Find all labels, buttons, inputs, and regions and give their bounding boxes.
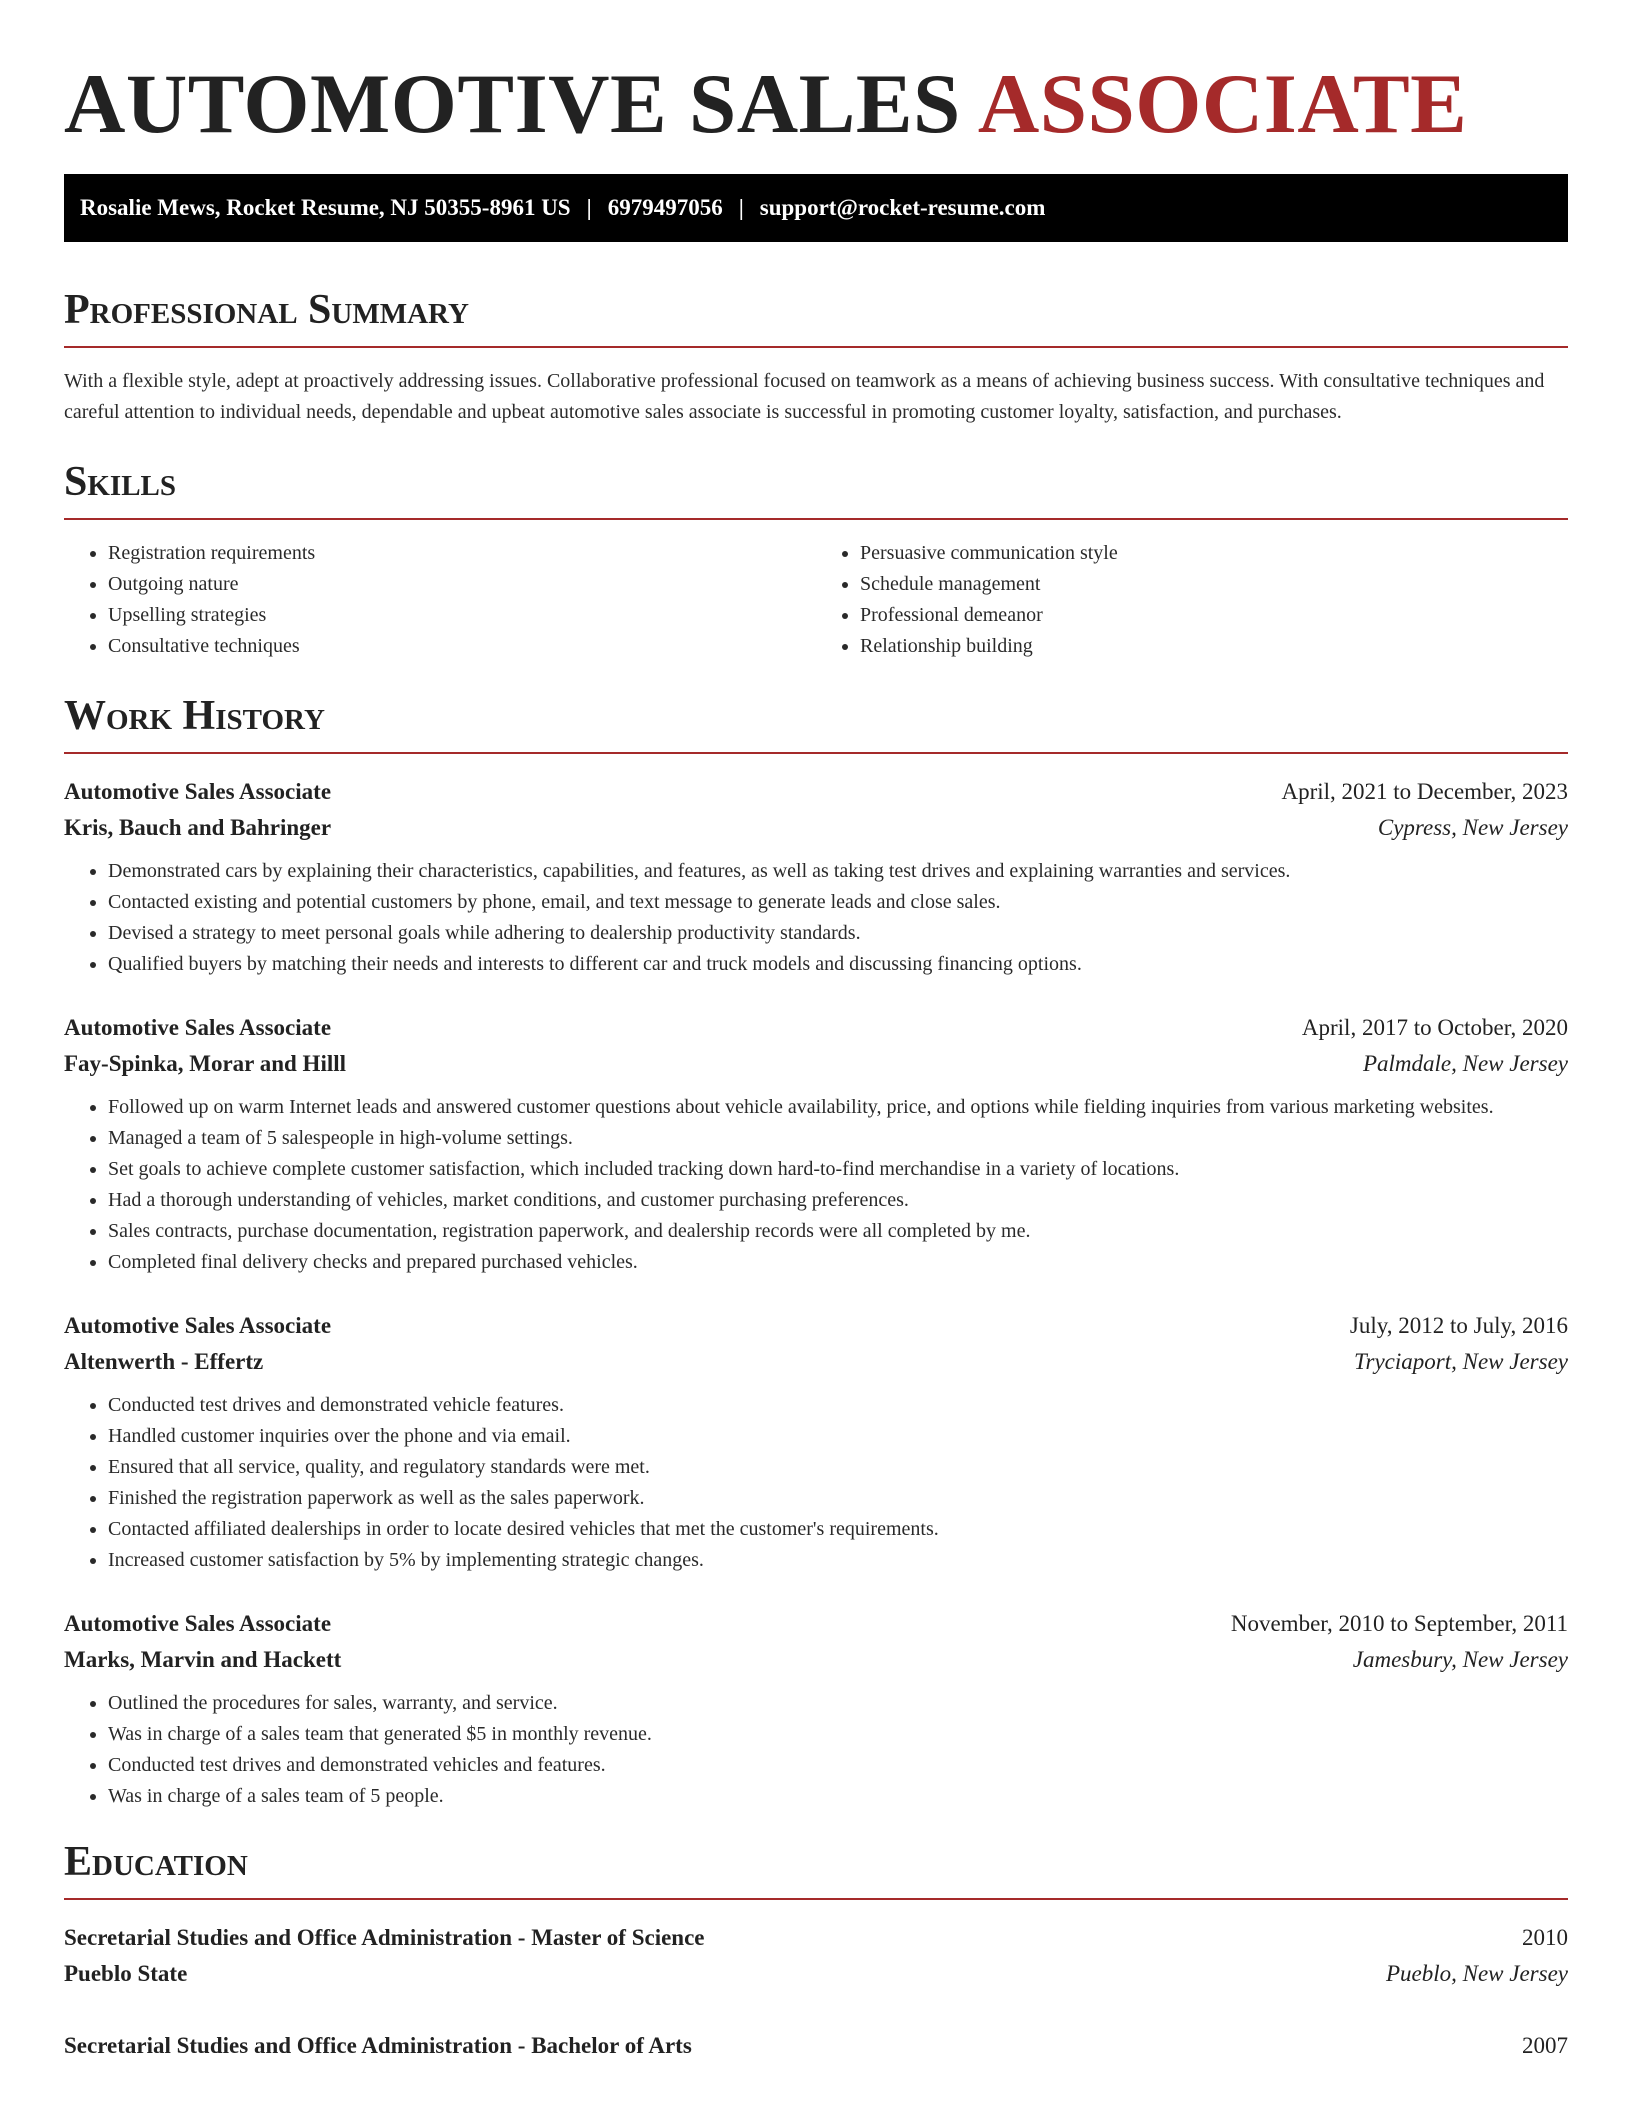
job-bullet: • Set goals to achieve complete customer satisfaction, which included tracking down hard-to-find merchandise in a variety of locations. xyxy=(108,1154,1568,1185)
contact-address: Rosalie Mews, Rocket Resume, NJ 50355-8961 US xyxy=(80,195,571,220)
education-section xyxy=(64,1838,1568,2064)
job-bullet: • Managed a team of 5 salespeople in high-volume settings. xyxy=(108,1123,1568,1154)
job-company-row xyxy=(64,810,1568,846)
job-title-row xyxy=(64,774,1568,810)
job-title-row xyxy=(64,1010,1568,1046)
job-title: Automotive Sales Associate xyxy=(64,779,332,804)
contact-separator: | xyxy=(586,195,592,220)
title-main: AUTOMOTIVE SALES xyxy=(64,57,961,151)
skill-item: • Upselling strategies xyxy=(108,600,816,631)
job-location: Palmdale, New Jersey xyxy=(1362,1051,1568,1076)
skills-heading: Skills xyxy=(64,458,1568,520)
skill-item: • Registration requirements xyxy=(108,538,816,569)
resume-title xyxy=(64,0,1568,150)
job-bullet: • Sales contracts, purchase documentation, registration paperwork, and dealership records were all completed by me. xyxy=(108,1216,1568,1247)
education-location: Pueblo, New Jersey xyxy=(1385,1961,1568,1986)
job-company-row xyxy=(64,1046,1568,1082)
job-bullets xyxy=(64,1390,1568,1576)
job-dates: April, 2021 to December, 2023 xyxy=(1281,779,1568,804)
job-entry xyxy=(64,774,1568,980)
job-location: Tryciaport, New Jersey xyxy=(1354,1349,1568,1374)
job-title: Automotive Sales Associate xyxy=(64,1313,332,1338)
skill-item: • Professional demeanor xyxy=(860,600,1568,631)
job-dates: July, 2012 to July, 2016 xyxy=(1349,1313,1568,1338)
job-company-row xyxy=(64,1642,1568,1678)
education-entry xyxy=(64,1920,1568,1992)
job-company: Kris, Bauch and Bahringer xyxy=(64,815,332,840)
job-bullet: • Had a thorough understanding of vehicles, market conditions, and customer purchasing preferences. xyxy=(108,1185,1568,1216)
education-degree: Secretarial Studies and Office Administration - Bachelor of Arts xyxy=(64,2033,692,2058)
job-location: Cypress, New Jersey xyxy=(1377,815,1568,840)
job-dates: April, 2017 to October, 2020 xyxy=(1301,1015,1568,1040)
work-history-section xyxy=(64,692,1568,1812)
skill-item: • Consultative techniques xyxy=(108,631,816,662)
job-bullet: • Qualified buyers by matching their needs and interests to different car and truck models and discussing financing options. xyxy=(108,949,1568,980)
job-company: Marks, Marvin and Hackett xyxy=(64,1647,342,1672)
education-school-row xyxy=(64,1956,1568,1992)
job-dates: November, 2010 to September, 2011 xyxy=(1230,1611,1568,1636)
job-bullets xyxy=(64,856,1568,980)
job-bullet: • Was in charge of a sales team that generated $5 in monthly revenue. xyxy=(108,1719,1568,1750)
skills-list-right xyxy=(816,538,1568,662)
education-degree-row xyxy=(64,2028,1568,2064)
job-location: Jamesbury, New Jersey xyxy=(1352,1647,1568,1672)
job-title: Automotive Sales Associate xyxy=(64,1015,332,1040)
education-school: Pueblo State xyxy=(64,1961,188,1986)
contact-separator: | xyxy=(738,195,744,220)
summary-section xyxy=(64,286,1568,428)
job-bullet: • Was in charge of a sales team of 5 people. xyxy=(108,1781,1568,1812)
job-bullet: • Demonstrated cars by explaining their characteristics, capabilities, and features, as well as taking test drives and explaining warranties and services. xyxy=(108,856,1568,887)
job-title-row xyxy=(64,1308,1568,1344)
job-bullet: • Followed up on warm Internet leads and answered customer questions about vehicle availability, price, and options while fielding inquiries from various marketing websites. xyxy=(108,1092,1568,1123)
job-bullet: • Completed final delivery checks and prepared purchased vehicles. xyxy=(108,1247,1568,1278)
job-bullet: • Finished the registration paperwork as well as the sales paperwork. xyxy=(108,1483,1568,1514)
summary-text: With a flexible style, adept at proactively addressing issues. Collaborative professional focused on teamwork as a means of achieving business success. With consultative techniques and careful attention to individual needs, dependable and upbeat automotive sales associate is successful in promoting customer loyalty, satisfaction, and purchases. xyxy=(64,370,1545,423)
contact-email: support@rocket-resume.com xyxy=(759,195,1046,220)
job-bullets xyxy=(64,1688,1568,1812)
education-degree-row xyxy=(64,1920,1568,1956)
job-bullet: • Increased customer satisfaction by 5% by implementing strategic changes. xyxy=(108,1545,1568,1576)
education-entry xyxy=(64,2028,1568,2064)
job-company: Altenwerth - Effertz xyxy=(64,1349,264,1374)
work-history-heading: Work History xyxy=(64,692,1568,754)
skill-item: • Schedule management xyxy=(860,569,1568,600)
job-entry xyxy=(64,1308,1568,1576)
job-bullet: • Contacted affiliated dealerships in order to locate desired vehicles that met the customer's requirements. xyxy=(108,1514,1568,1545)
job-bullet: • Outlined the procedures for sales, warranty, and service. xyxy=(108,1688,1568,1719)
job-bullet: • Conducted test drives and demonstrated vehicles and features. xyxy=(108,1750,1568,1781)
contact-phone: 6979497056 xyxy=(607,195,723,220)
job-title: Automotive Sales Associate xyxy=(64,1611,332,1636)
job-company: Fay-Spinka, Morar and Hilll xyxy=(64,1051,347,1076)
skill-item: • Relationship building xyxy=(860,631,1568,662)
job-bullet: • Contacted existing and potential customers by phone, email, and text message to generate leads and close sales. xyxy=(108,887,1568,918)
job-company-row xyxy=(64,1344,1568,1380)
job-bullet: • Conducted test drives and demonstrated vehicle features. xyxy=(108,1390,1568,1421)
skills-list-left xyxy=(64,538,816,662)
job-bullet: • Devised a strategy to meet personal goals while adhering to dealership productivity standards. xyxy=(108,918,1568,949)
job-bullets xyxy=(64,1092,1568,1278)
skill-item: • Outgoing nature xyxy=(108,569,816,600)
job-entry xyxy=(64,1606,1568,1812)
education-year: 2007 xyxy=(1522,2033,1568,2058)
skills-section xyxy=(64,458,1568,662)
job-bullet: • Ensured that all service, quality, and regulatory standards were met. xyxy=(108,1452,1568,1483)
job-bullet: • Handled customer inquiries over the phone and via email. xyxy=(108,1421,1568,1452)
job-title-row xyxy=(64,1606,1568,1642)
job-entry xyxy=(64,1010,1568,1278)
contact-bar xyxy=(64,174,1568,242)
skill-item: • Persuasive communication style xyxy=(860,538,1568,569)
education-year: 2010 xyxy=(1522,1925,1568,1950)
summary-heading: Professional Summary xyxy=(64,286,1568,348)
title-accent: ASSOCIATE xyxy=(977,57,1468,151)
education-heading: Education xyxy=(64,1838,1568,1900)
skills-grid xyxy=(64,538,1568,662)
education-degree: Secretarial Studies and Office Administration - Master of Science xyxy=(64,1925,705,1950)
